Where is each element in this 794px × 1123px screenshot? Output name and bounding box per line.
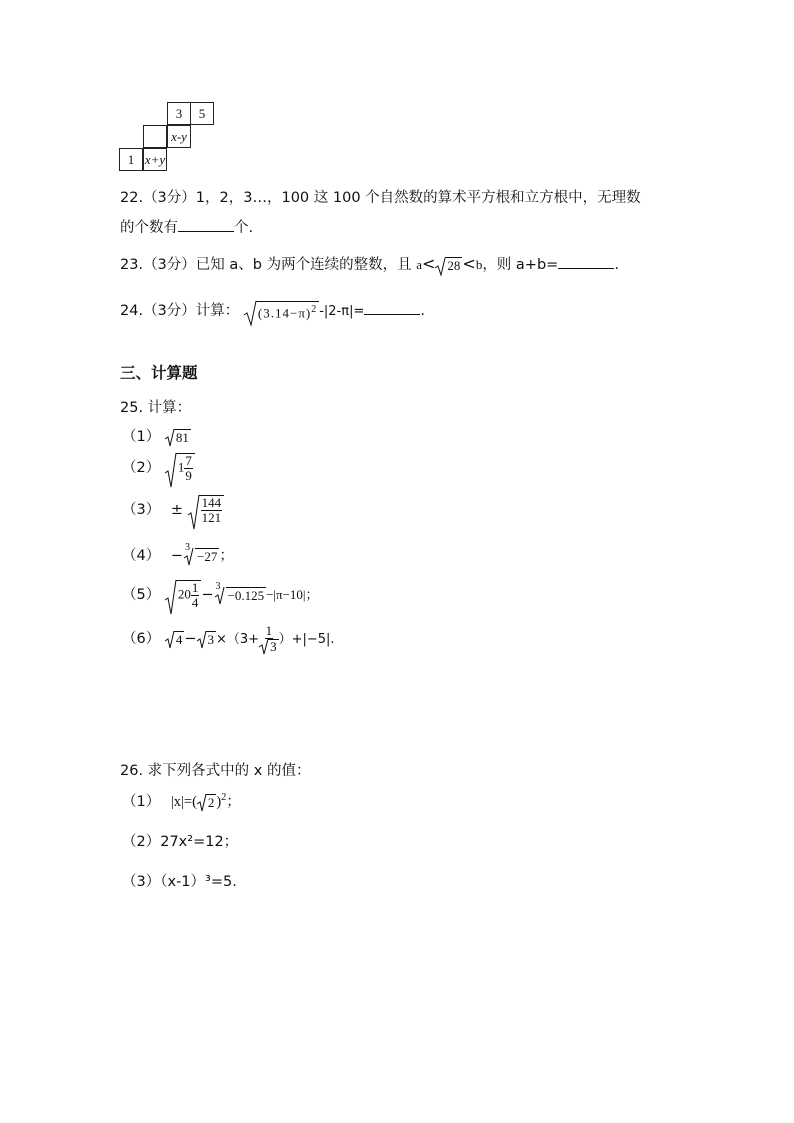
period: .: [420, 303, 425, 319]
question-score: （3分）: [143, 190, 196, 206]
period: .: [614, 257, 619, 273]
q26-item-3: [122, 870, 237, 891]
sqrt-3: 3: [197, 631, 217, 648]
q25-item-3: [122, 495, 224, 525]
cube-root: 3 −0.125: [215, 580, 265, 603]
item-label: （6）: [122, 631, 161, 647]
radicand: (3.14−π): [257, 305, 312, 321]
less-than: <: [462, 254, 476, 273]
net-cell-empty: [143, 125, 167, 148]
denominator: 4: [191, 595, 199, 610]
abs-term: -|2-π|=: [319, 304, 365, 319]
equation: 27x²=12；: [160, 834, 239, 850]
whole-part: 1: [177, 459, 185, 475]
semicolon: ；: [219, 548, 234, 564]
sqrt-4: 4: [165, 631, 185, 648]
item-label: （5）: [122, 587, 161, 603]
plus-minus: ±: [170, 502, 183, 518]
question-score: （3分）: [143, 257, 196, 273]
net-cell-1: 1: [119, 148, 143, 171]
q25-item-1: [122, 425, 191, 446]
sqrt-81: 81: [165, 429, 191, 446]
question-24: [120, 299, 425, 321]
question-text: 1，2，3…，100 这 100 个自然数的算术平方根和立方根中，无理数: [195, 190, 641, 206]
abs-term: ）+|−5|.: [278, 632, 335, 647]
numerator: 144: [201, 495, 222, 510]
denominator: 3: [270, 639, 277, 654]
numerator: 1: [265, 623, 273, 638]
question-text: 的个数有: [120, 220, 178, 236]
less-than: <: [422, 254, 436, 273]
question-22-line2: [120, 216, 253, 237]
q25-item-4: [122, 541, 234, 565]
root-index: 3: [185, 541, 190, 553]
equation: （x-1）³=5.: [160, 874, 237, 890]
answer-blank[interactable]: [364, 300, 420, 315]
q25-item-2: [122, 453, 195, 483]
times-term: ×（3+: [216, 632, 260, 647]
var-a: a: [416, 257, 422, 272]
whole-part: 20: [177, 586, 191, 602]
sqrt-2: 2: [197, 794, 217, 811]
abs-term: −|π−10|；: [266, 587, 319, 602]
question-number: 22.: [120, 190, 144, 206]
item-label: （1）: [122, 794, 161, 810]
question-23: [120, 253, 619, 274]
question-score: （3分）: [143, 303, 196, 319]
item-label: （3）: [122, 874, 161, 890]
net-cell-x-plus-y: x+y: [143, 148, 167, 171]
q26-item-1: [122, 790, 241, 811]
var-b: b: [475, 257, 483, 272]
question-25-label: 25. 计算：: [120, 400, 192, 416]
root-index: 3: [215, 580, 221, 592]
answer-blank[interactable]: [178, 217, 234, 232]
close-paren: ): [216, 794, 222, 810]
semicolon: ；: [226, 794, 241, 810]
answer-blank[interactable]: [558, 254, 614, 269]
denominator: 9: [185, 468, 192, 483]
question-text: 个.: [234, 220, 254, 236]
question-text: ，则 a+b=: [482, 257, 559, 273]
numerator: 1: [191, 580, 199, 595]
denominator: 121: [201, 510, 222, 525]
exponent: 2: [221, 792, 227, 804]
sqrt-expression: [244, 301, 319, 321]
q25-item-6: [122, 624, 335, 654]
sqrt-mixed-number: [165, 580, 202, 610]
equation-lhs: |x|=(: [170, 794, 197, 810]
net-cell-x-minus-y: x-y: [167, 125, 191, 148]
question-22-line1: [120, 186, 641, 207]
q26-item-2: [122, 830, 238, 851]
q25-item-5: [122, 580, 319, 610]
question-number: 24.: [120, 303, 144, 319]
question-26-label: 26. 求下列各式中的 x 的值：: [120, 763, 311, 779]
item-label: （2）: [122, 834, 161, 850]
question-text: 已知 a、b 为两个连续的整数，且: [195, 257, 412, 273]
net-cell-3: 3: [167, 102, 191, 125]
sqrt-28: 28: [435, 257, 462, 274]
question-text: 计算：: [195, 303, 240, 319]
fraction-1-over-sqrt3: [259, 624, 279, 654]
sqrt-fraction: [188, 495, 225, 525]
sqrt-mixed-number: [165, 453, 195, 483]
item-label: （2）: [122, 460, 161, 476]
item-label: （4）: [122, 548, 161, 564]
section-title: 三、计算题: [120, 364, 198, 382]
minus-sign: −: [201, 587, 214, 603]
item-label: （3）: [122, 502, 161, 518]
item-label: （1）: [122, 429, 161, 445]
minus-sign: −: [170, 548, 183, 564]
minus-sign: −: [184, 631, 197, 647]
numerator: 7: [185, 453, 192, 468]
question-number: 23.: [120, 257, 144, 273]
net-cell-5: 5: [190, 102, 214, 125]
exponent: 2: [311, 303, 318, 315]
cube-root: 3 −27: [185, 541, 218, 564]
